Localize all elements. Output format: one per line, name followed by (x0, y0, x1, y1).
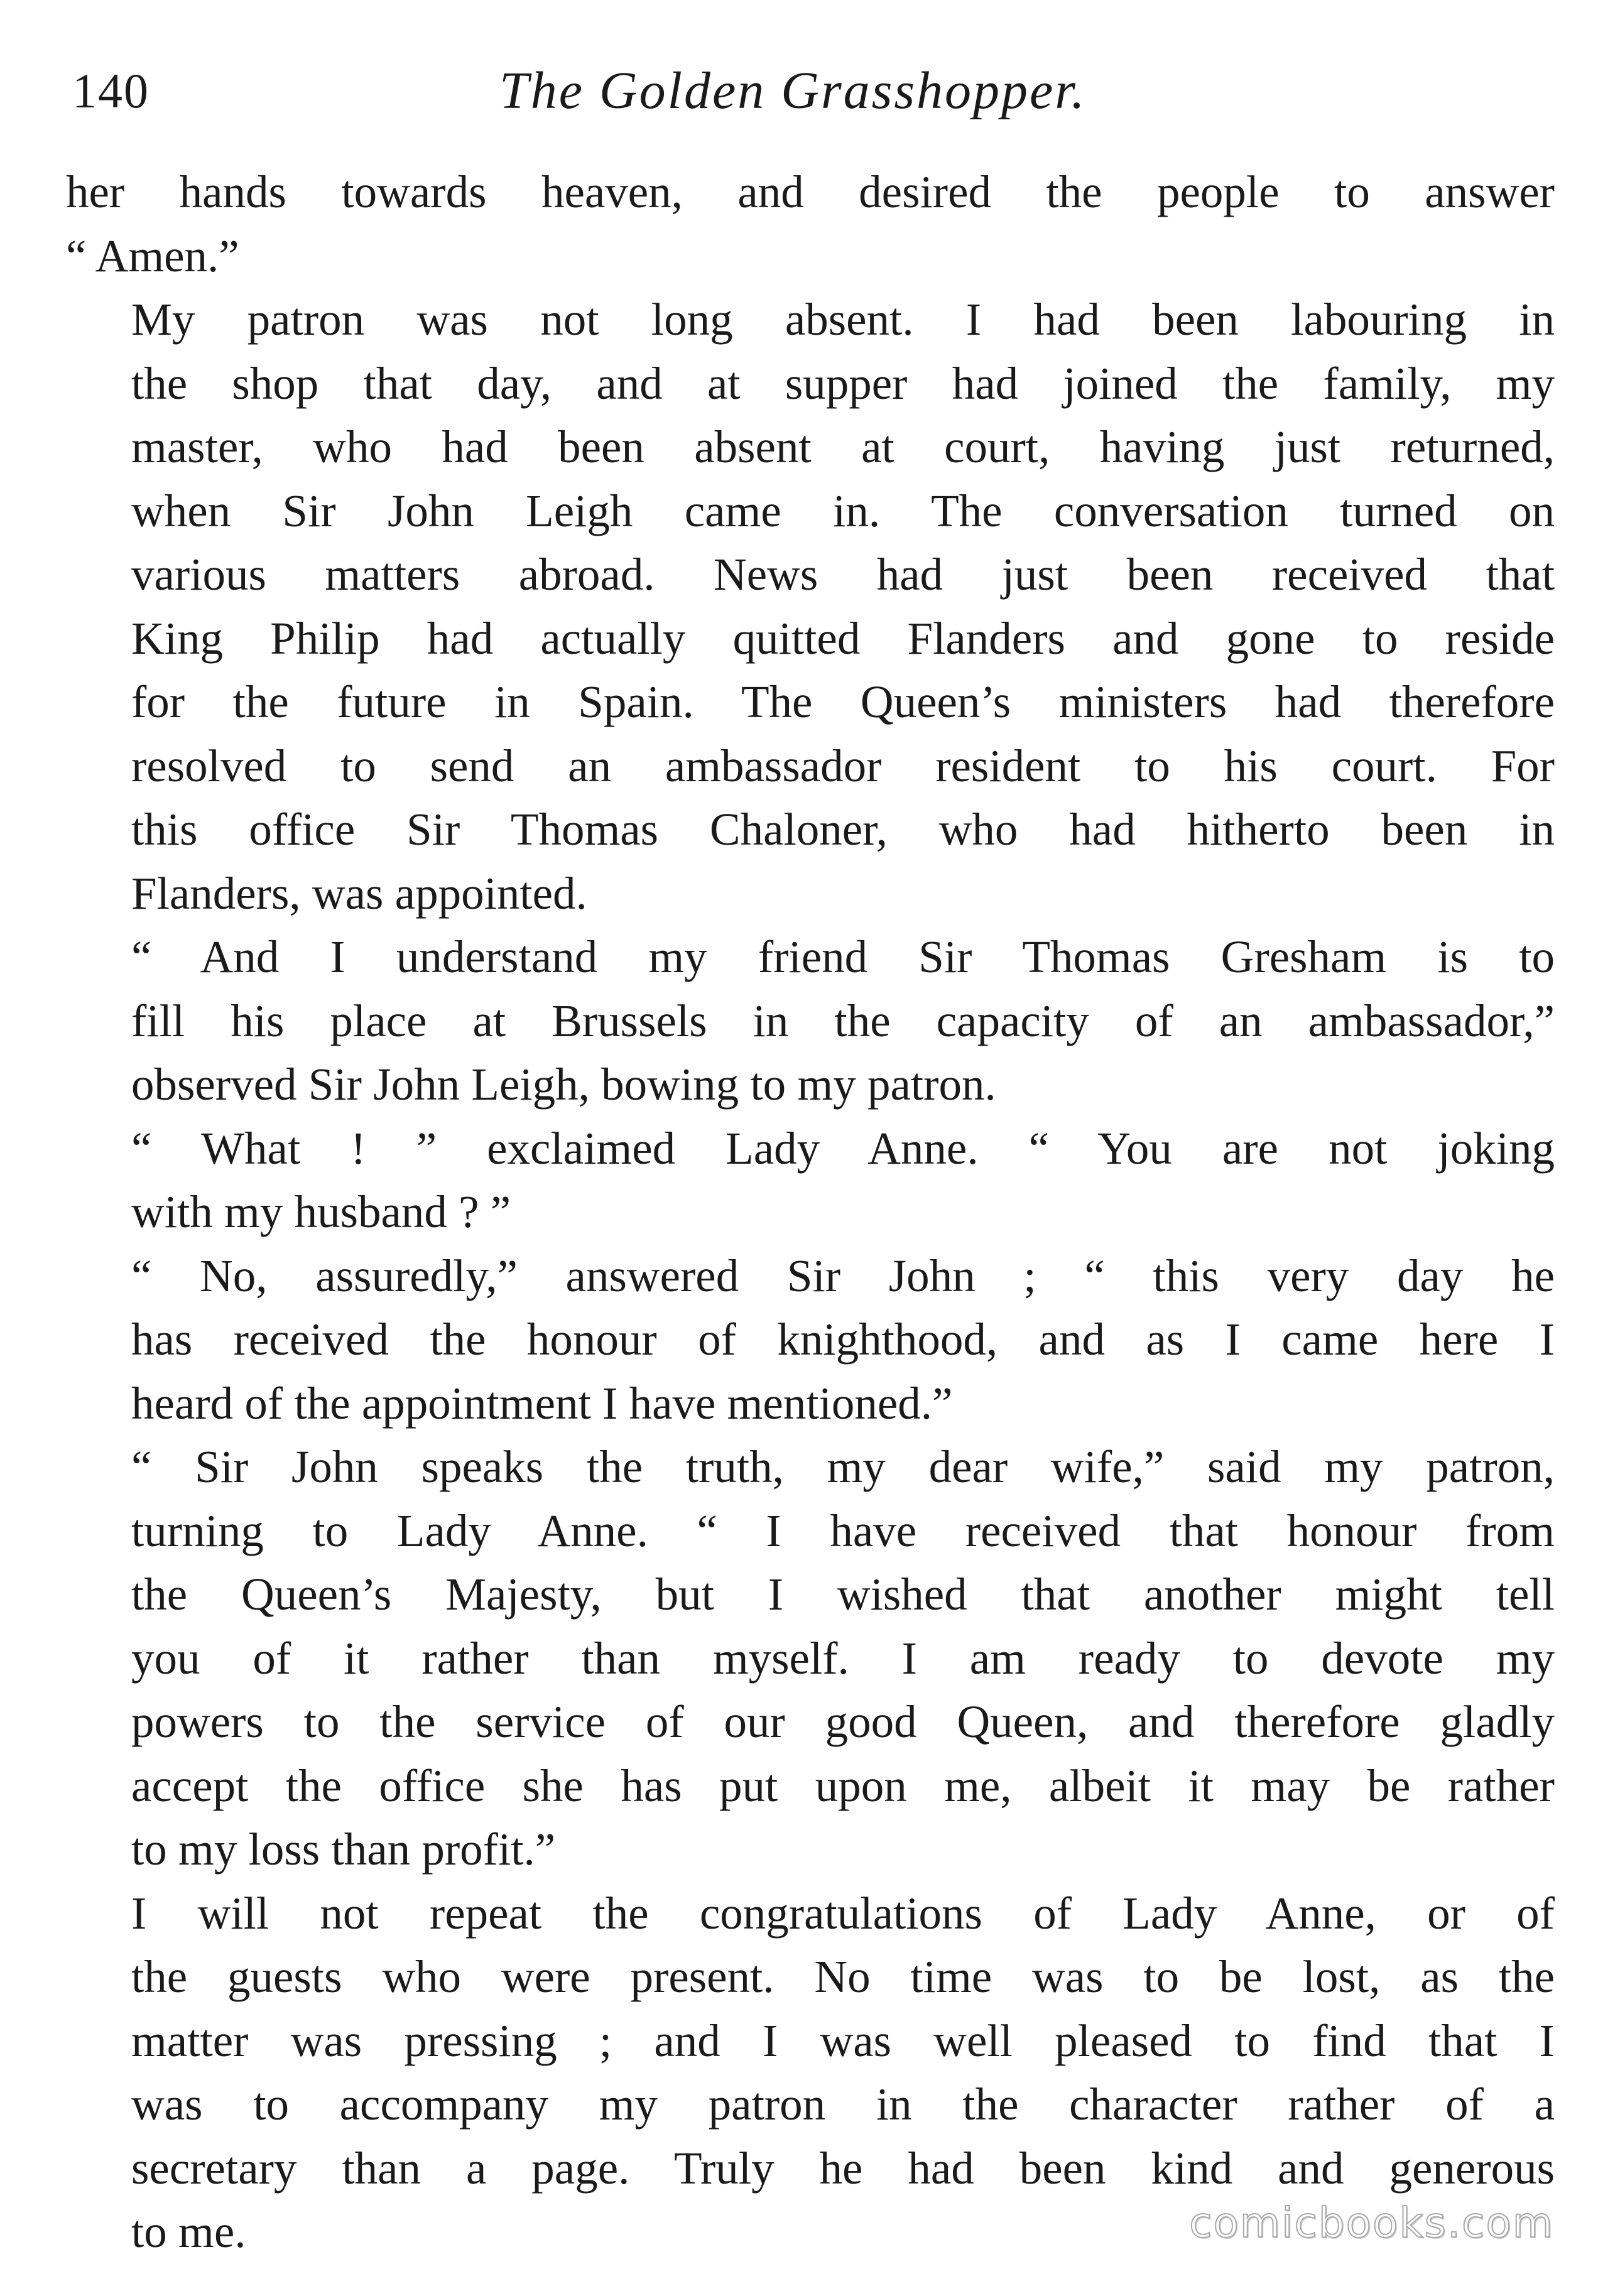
text-line: heard of the appointment I have mentioned.” (131, 1377, 953, 1429)
paragraph (66, 1244, 1555, 1436)
paragraph (66, 925, 1555, 1117)
text-line: My patron was not long absent. I had been labouring in (131, 294, 1555, 345)
page-header (72, 60, 1555, 148)
text-line: observed Sir John Leigh, bowing to my patron. (131, 1059, 996, 1110)
text-line: was to accompany my patron in the character rather of a (131, 2079, 1555, 2130)
page-number: 140 (72, 63, 149, 118)
text-line: with my husband ? ” (131, 1186, 511, 1237)
paragraph (66, 1117, 1555, 1244)
text-line: to my loss than profit.” (131, 1824, 556, 1875)
text-line: to me. (131, 2206, 246, 2257)
text-line: King Philip had actually quitted Flanders and gone to reside (131, 612, 1555, 664)
text-line: matter was pressing ; and I was well pleased to find that I (131, 2015, 1555, 2066)
text-line: various matters abroad. News had just been received that (131, 549, 1555, 600)
text-line: the shop that day, and at supper had joined the family, my (131, 357, 1555, 409)
text-line: for the future in Spain. The Queen’s ministers had therefore (131, 676, 1555, 727)
text-line: secretary than a page. Truly he had been kind and generous (131, 2142, 1555, 2194)
text-line: accept the office she has put upon me, albeit it may be rather (131, 1760, 1555, 1811)
text-line: I will not repeat the congratulations of Lady Anne, or of (131, 1887, 1555, 1939)
text-line: turning to Lady Anne. “ I have received that honour from (131, 1505, 1555, 1556)
paragraph (66, 160, 1555, 288)
text-line: you of it rather than myself. I am ready to devote my (131, 1632, 1555, 1684)
text-line: “ What ! ” exclaimed Lady Anne. “ You are not joking (131, 1122, 1555, 1174)
text-line: resolved to send an ambassador resident to his court. For (131, 740, 1555, 791)
text-line: the Queen’s Majesty, but I wished that another might tell (131, 1569, 1555, 1620)
text-line: “ No, assuredly,” answered Sir John ; “ this very day he (131, 1250, 1555, 1301)
text-line: Flanders, was appointed. (131, 867, 587, 919)
text-line: master, who had been absent at court, having just returned, (131, 421, 1555, 472)
text-line: the guests who were present. No time was to be lost, as the (131, 1951, 1555, 2002)
text-line: this office Sir Thomas Chaloner, who had hitherto been in (131, 804, 1555, 855)
text-line: “ And I understand my friend Sir Thomas Gresham is to (131, 931, 1555, 982)
text-line: her hands towards heaven, and desired the people to answer (66, 166, 1555, 217)
text-line: “ Amen.” (66, 230, 239, 281)
watermark: comicbooks.com (1189, 2199, 1554, 2247)
paragraph (66, 288, 1555, 925)
body-text (66, 160, 1555, 2264)
text-line: when Sir John Leigh came in. The conversation turned on (131, 485, 1555, 536)
text-line: “ Sir John speaks the truth, my dear wife,” said my patron, (131, 1441, 1555, 1492)
text-line: fill his place at Brussels in the capacity of an ambassador,” (131, 995, 1555, 1046)
text-line: powers to the service of our good Queen, and therefore gladly (131, 1696, 1555, 1747)
paragraph (66, 1435, 1555, 1882)
running-title: The Golden Grasshopper. (499, 62, 1087, 120)
text-line: has received the honour of knighthood, and as I came here I (131, 1314, 1555, 1365)
